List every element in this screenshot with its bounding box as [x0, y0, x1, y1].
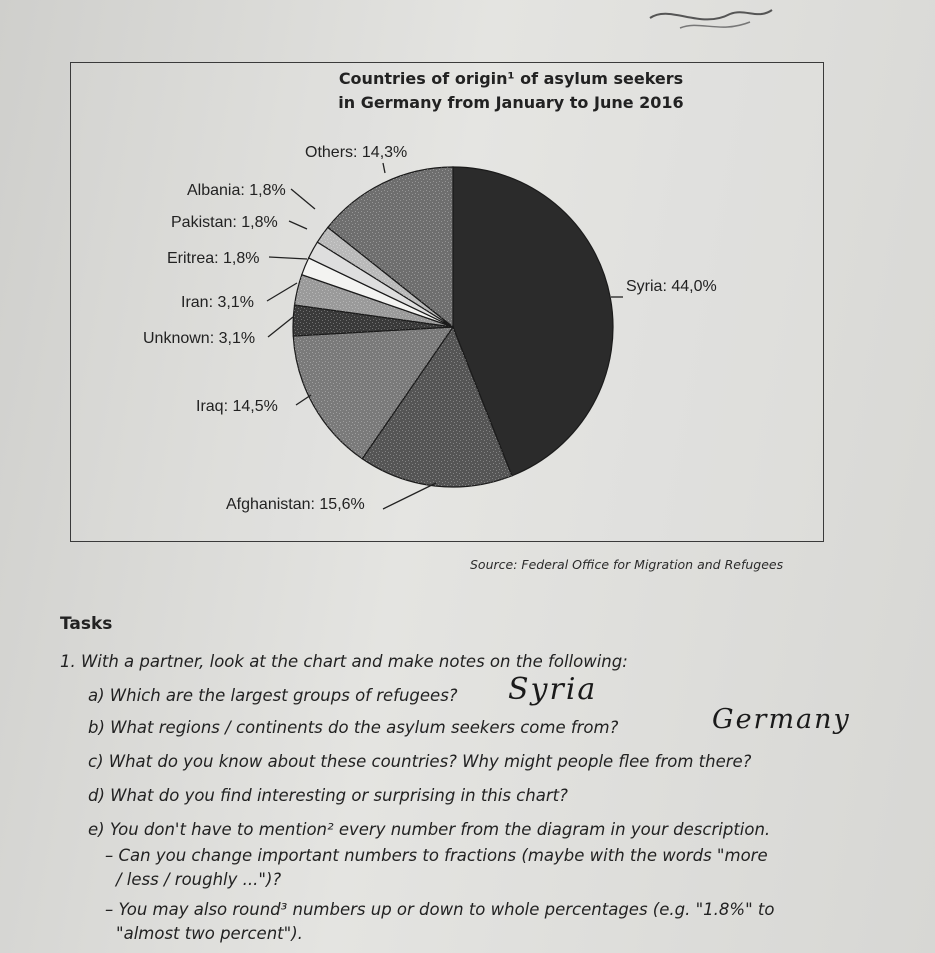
task-e-dash-2-line-1: – You may also round³ numbers up or down to whole percentages (e.g. "1.8%" to	[105, 900, 775, 919]
task-e-dash-1-line-2: / less / roughly ...")?	[116, 870, 282, 889]
leader-line-unknown	[268, 317, 293, 337]
slice-label-pakistan: Pakistan: 1,8%	[171, 214, 278, 231]
slice-label-afghanistan: Afghanistan: 15,6%	[226, 496, 365, 513]
leader-line-eritrea	[269, 257, 307, 259]
slice-label-iraq: Iraq: 14,5%	[196, 398, 278, 415]
chart-source: Source: Federal Office for Migration and Refugees	[470, 557, 784, 572]
task-b: b) What regions / continents do the asylum seekers come from?	[88, 718, 619, 737]
leader-line-iraq	[296, 395, 311, 405]
handwritten-answer-b: Germany	[712, 704, 851, 735]
handwritten-answer-a: Syria	[508, 672, 598, 707]
chart-title-line-2: in Germany from January to June 2016	[338, 93, 684, 112]
leader-line-iran	[267, 283, 297, 301]
chart-frame	[70, 62, 824, 542]
task-a: a) Which are the largest groups of refugees?	[88, 686, 458, 705]
task-c: c) What do you know about these countries? Why might people flee from there?	[88, 752, 752, 771]
leader-line-afghanistan	[383, 483, 436, 509]
task-e-dash-1-line-1: – Can you change important numbers to fractions (maybe with the words "more	[105, 846, 768, 865]
slice-label-albania: Albania: 1,8%	[187, 182, 286, 199]
tasks-heading: Tasks	[60, 614, 113, 634]
pencil-sketch-doodle	[640, 0, 780, 40]
slice-label-others: Others: 14,3%	[305, 144, 408, 161]
leader-line-others	[383, 163, 385, 173]
task-d: d) What do you find interesting or surprising in this chart?	[88, 786, 568, 805]
leader-line-albania	[291, 189, 315, 209]
leader-line-pakistan	[289, 221, 307, 229]
task-1: 1. With a partner, look at the chart and make notes on the following:	[60, 652, 628, 671]
slice-label-unknown: Unknown: 3,1%	[143, 330, 256, 347]
task-e: e) You don't have to mention² every number from the diagram in your description.	[88, 820, 771, 839]
task-e-dash-2-line-2: "almost two percent").	[116, 924, 303, 943]
slice-label-eritrea: Eritrea: 1,8%	[167, 250, 260, 267]
slice-label-iran: Iran: 3,1%	[181, 294, 254, 311]
slice-label-syria: Syria: 44,0%	[626, 278, 717, 295]
pie-chart	[71, 63, 823, 541]
chart-title-line-1: Countries of origin¹ of asylum seekers	[338, 69, 684, 88]
